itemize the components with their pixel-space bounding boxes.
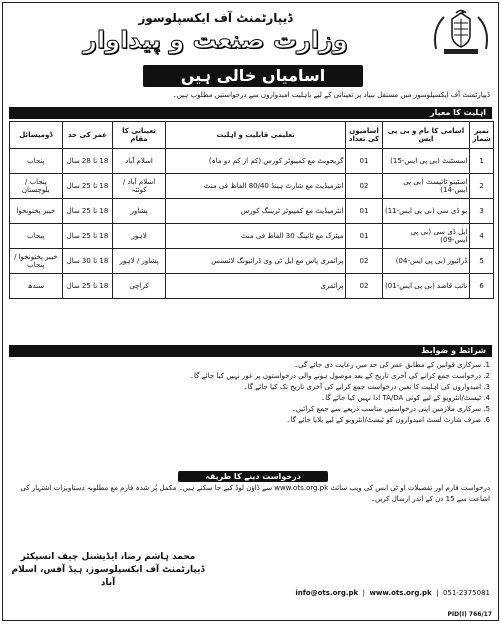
table-row	[10, 224, 494, 249]
header-age: عمر کی حد	[62, 122, 113, 149]
header-domicile: ڈومیسائل	[10, 122, 63, 149]
post-age: 18 تا 30 سال	[62, 249, 113, 274]
terms-title: شرائط و ضوابط	[9, 345, 492, 357]
row-number: 4	[470, 224, 494, 249]
post-name: ڈرائیور (بی پی ایس-04)	[382, 249, 470, 274]
how-to-apply-title: درخواست دینے کا طریقہ	[178, 471, 328, 482]
intro-text: ڈیپارٹمنٹ آف ایکسپلوسوز میں مستقل بنیاد پر تعیناتی کے لیے باہلیت امیدواروں سے درخواستیں مطلوب ہیں۔	[172, 91, 490, 99]
term-item: 6. صرف شارٹ لسٹ امیدواروں کو ٹیسٹ/انٹرویو کے لیے بلایا جائے گا۔	[286, 416, 490, 424]
department-name: ڈیپارٹمنٹ آف ایکسپلوسوز	[138, 11, 293, 25]
row-number: 3	[470, 199, 494, 224]
table-row	[10, 149, 494, 174]
post-name: اسسٹنٹ (بی پی ایس-15)	[382, 149, 470, 174]
post-count: 01	[346, 199, 382, 224]
phone-number: 051-2375081	[442, 589, 490, 597]
post-domicile: سندھ	[10, 274, 63, 299]
table-row	[10, 174, 494, 199]
post-domicile: پنجاب	[10, 224, 63, 249]
post-qualification: گریجویٹ مع کمپیوٹر کورس (کم از کم دو ماہ)	[165, 149, 346, 174]
post-domicile: پنجاب / بلوچستان	[10, 174, 63, 199]
header	[9, 9, 492, 55]
post-count: 02	[346, 249, 382, 274]
post-place: پشاور	[113, 199, 166, 224]
table-header-row	[10, 122, 494, 149]
post-name: نائب قاصد (بی پی ایس-01)	[382, 274, 470, 299]
post-name: اسٹینو ٹائپسٹ (بی پی ایس-14)	[382, 174, 470, 199]
post-place: لاہور	[113, 224, 166, 249]
header-place: تعیناتی کا مقام	[113, 122, 166, 149]
post-qualification: پرائمری پاس مع ایل ٹی وی ڈرائیونگ لائسنس	[165, 249, 346, 274]
row-number: 1	[470, 149, 494, 174]
header-number: نمبر شمار	[470, 122, 494, 149]
eligibility-title: اہلیت کا معیار	[9, 107, 492, 119]
post-place: اسلام آباد / کوئٹہ	[113, 174, 166, 199]
pid-code: PID(I) 766/17	[447, 611, 492, 618]
email-link[interactable]: info@ots.org.pk	[295, 589, 359, 597]
post-age: 18 تا 25 سال	[62, 274, 113, 299]
post-name: یو ڈی سی (بی پی ایس-11)	[382, 199, 470, 224]
posts-table	[9, 121, 494, 299]
term-item: 4. ٹیسٹ/انٹرویو کے لیے کوئی TA/DA ادا نہیں کیا جائے گا۔	[321, 394, 490, 402]
website-link[interactable]: www.ots.org.pk	[369, 589, 432, 597]
row-number: 2	[470, 174, 494, 199]
signature-block	[3, 551, 213, 590]
how-to-apply-text: درخواست فارم اور تفصیلات او ٹی ایس کی ویب سائٹ www.ots.org.pk سے ڈاؤن لوڈ کیے جا سکتے ہیں۔ مکمل پُر شدہ فارم مع مطلوبہ دستاویزات اشتہار کی اشاعت سے 15 دن کے اندر ارسال کریں۔	[20, 484, 490, 503]
header-post-name: اسامی کا نام و بی پی ایس	[382, 122, 470, 149]
post-domicile: خیبر پختونخوا / پنجاب	[10, 249, 63, 274]
term-item: 3. امیدواروں کی اہلیت کا تعین درخواست جمع کرانے کی آخری تاریخ تک کیا جائے گا۔	[243, 383, 490, 391]
post-name: ایل ڈی سی (بی پی ایس-09)	[382, 224, 470, 249]
post-qualification: انٹرمیڈیٹ مع شارٹ ہینڈ 80/40 الفاظ فی منٹ	[165, 174, 346, 199]
table-row	[10, 249, 494, 274]
term-item: 1. سرکاری قوانین کے مطابق عمر کی حد میں رعایت دی جائے گی۔	[294, 361, 490, 369]
table-row	[10, 199, 494, 224]
row-number: 6	[470, 274, 494, 299]
header-qualification: تعلیمی قابلیت و اہلیت	[165, 122, 346, 149]
signature-name: محمد ہاشم رضا، ایڈیشنل چیف انسپکٹر	[20, 552, 196, 562]
post-age: 18 تا 25 سال	[62, 224, 113, 249]
post-count: 01	[346, 224, 382, 249]
post-count: 02	[346, 274, 382, 299]
post-domicile: خیبر پختونخوا	[10, 199, 63, 224]
post-age: 18 تا 25 سال	[62, 199, 113, 224]
post-count: 01	[346, 149, 382, 174]
government-emblem-icon	[430, 9, 492, 57]
post-qualification: پرائمری	[165, 274, 346, 299]
post-qualification: میٹرک مع ٹائپنگ 30 الفاظ فی منٹ	[165, 224, 346, 249]
post-place: پشاور / لاہور	[113, 249, 166, 274]
post-qualification: انٹرمیڈیٹ مع کمپیوٹر ٹریننگ کورس	[165, 199, 346, 224]
post-place: کراچی	[113, 274, 166, 299]
post-age: 18 تا 25 سال	[62, 174, 113, 199]
table-row	[10, 274, 494, 299]
term-item: 5. سرکاری ملازمین اپنی درخواستیں مناسب ذریعے سے جمع کرائیں۔	[291, 405, 490, 413]
post-place: اسلام آباد	[113, 149, 166, 174]
ministry-title: وزارت صنعت و پیداوار	[83, 26, 348, 54]
term-item: 2. درخواست جمع کرانے کی آخری تاریخ کے بعد موصول ہونے والی درخواستوں پر غور نہیں کیا جائے گا۔	[189, 372, 490, 380]
contact-info: 051-2375081 | info@ots.org.pk | www.ots.org.pk	[295, 589, 490, 597]
header-count: اسامیوں کی تعداد	[346, 122, 382, 149]
post-age: 18 تا 28 سال	[62, 149, 113, 174]
advertisement-page	[2, 2, 499, 621]
row-number: 5	[470, 249, 494, 274]
terms-list	[11, 360, 490, 426]
vacancies-banner: اسامیاں خالی ہیں	[143, 65, 363, 87]
signature-office: ڈیپارٹمنٹ آف ایکسپلوسوز، ہیڈ آفس، اسلام آباد	[11, 565, 205, 588]
post-domicile: پنجاب	[10, 149, 63, 174]
post-count: 02	[346, 174, 382, 199]
